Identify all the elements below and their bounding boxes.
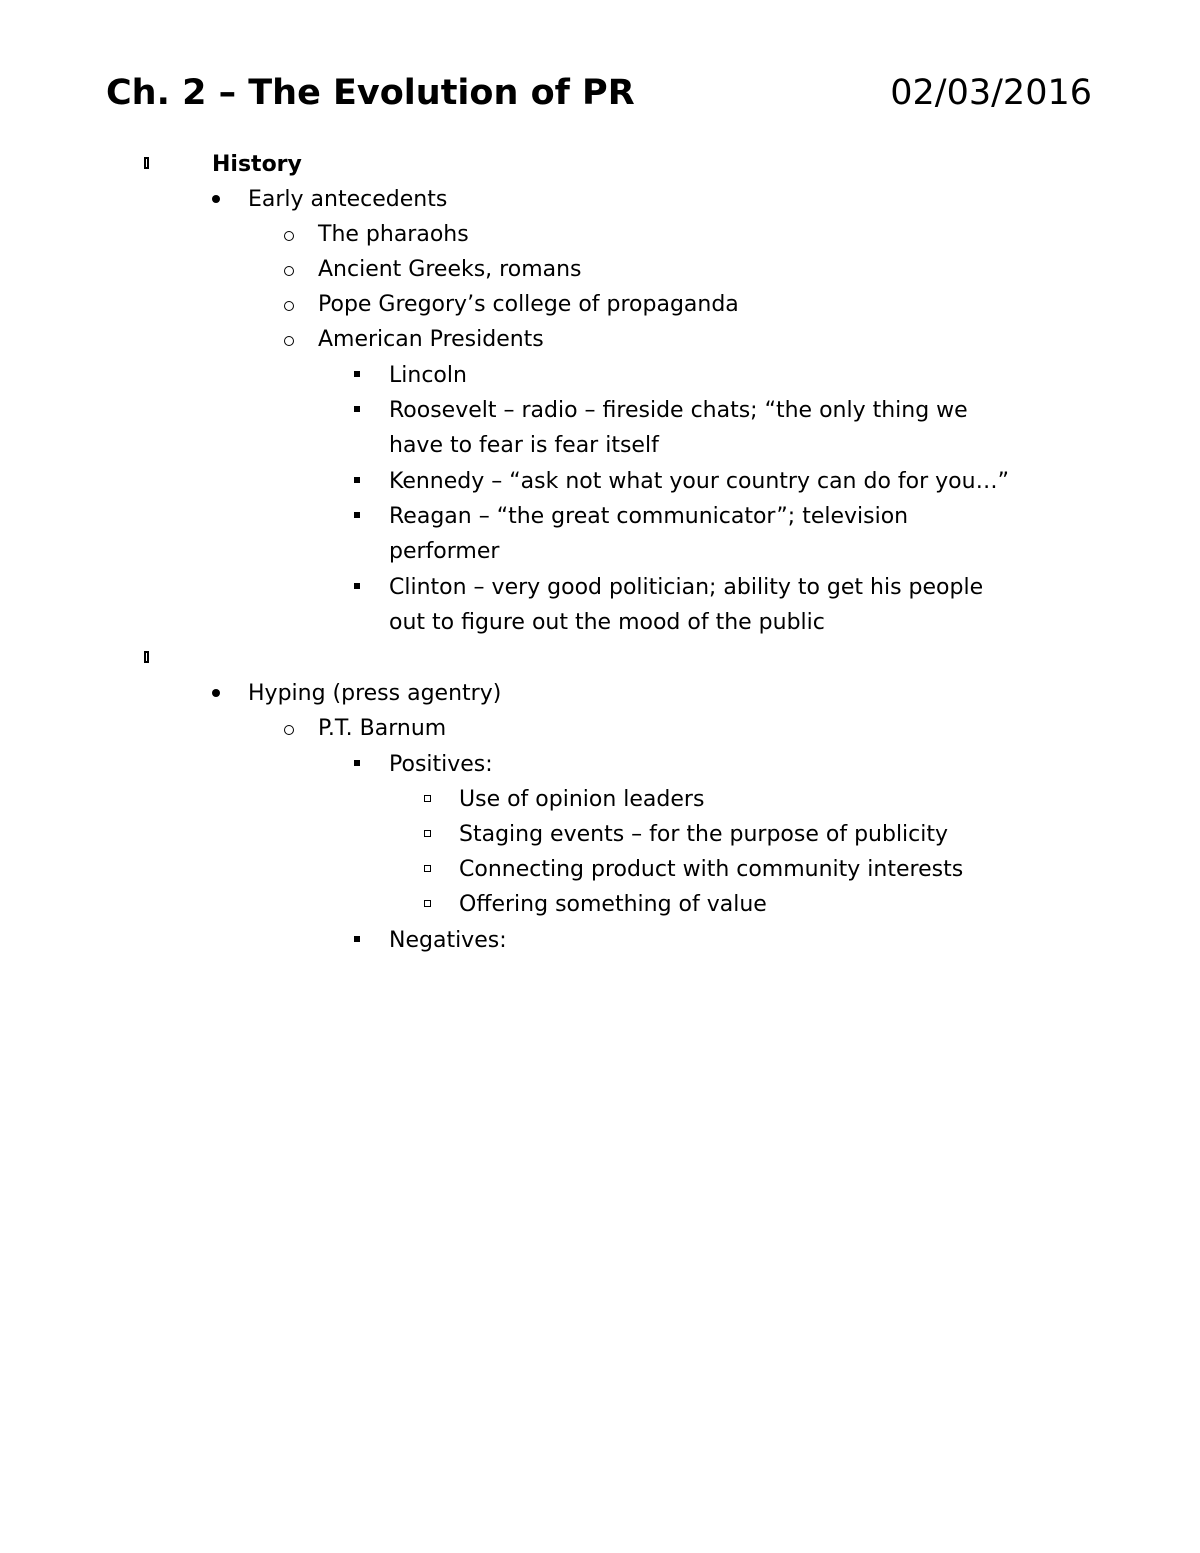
date-label: 02/03/2016 bbox=[890, 73, 1092, 113]
list-item-connecting-product: Connecting product with community interests bbox=[459, 857, 964, 882]
list-item-reagan-continued: performer bbox=[389, 539, 500, 564]
square-bullet-icon bbox=[354, 406, 360, 412]
list-item-early-antecedents: Early antecedents bbox=[248, 187, 448, 212]
hollow-square-bullet-icon bbox=[424, 865, 431, 872]
list-item-pope: Pope Gregory’s college of propaganda bbox=[318, 292, 739, 317]
circle-bullet-icon bbox=[284, 266, 294, 276]
list-item-clinton-continued: out to figure out the mood of the public bbox=[389, 610, 825, 635]
hollow-square-bullet-icon bbox=[424, 795, 431, 802]
list-item-presidents: American Presidents bbox=[318, 327, 544, 352]
disc-bullet-icon bbox=[212, 689, 220, 697]
list-item-pharaohs: The pharaohs bbox=[318, 222, 469, 247]
square-bullet-icon bbox=[354, 371, 360, 377]
hollow-square-bullet-icon bbox=[424, 900, 431, 907]
circle-bullet-icon bbox=[284, 336, 294, 346]
square-bullet-icon bbox=[354, 512, 360, 518]
circle-bullet-icon bbox=[284, 301, 294, 311]
list-item-roosevelt-continued: have to fear is fear itself bbox=[389, 433, 659, 458]
hollow-square-bullet-icon bbox=[424, 830, 431, 837]
box-bullet-icon bbox=[144, 157, 149, 169]
square-bullet-icon bbox=[354, 936, 360, 942]
list-item-barnum: P.T. Barnum bbox=[318, 716, 447, 741]
list-item-clinton: Clinton – very good politician; ability to get his people bbox=[389, 575, 984, 600]
page-title: Ch. 2 – The Evolution of PR bbox=[106, 73, 635, 113]
circle-bullet-icon bbox=[284, 725, 294, 735]
box-bullet-icon bbox=[144, 651, 149, 663]
list-item-roosevelt: Roosevelt – radio – fireside chats; “the only thing we bbox=[389, 398, 968, 423]
list-item-positives: Positives: bbox=[389, 752, 493, 777]
list-item-lincoln: Lincoln bbox=[389, 363, 467, 388]
history-heading: History bbox=[212, 152, 302, 177]
circle-bullet-icon bbox=[284, 231, 294, 241]
list-item-negatives: Negatives: bbox=[389, 928, 507, 953]
list-item-greeks: Ancient Greeks, romans bbox=[318, 257, 582, 282]
disc-bullet-icon bbox=[212, 195, 220, 203]
square-bullet-icon bbox=[354, 760, 360, 766]
list-item-staging-events: Staging events – for the purpose of publicity bbox=[459, 822, 949, 847]
list-item-kennedy: Kennedy – “ask not what your country can do for you…” bbox=[389, 469, 1009, 494]
square-bullet-icon bbox=[354, 477, 360, 483]
list-item-offering-value: Offering something of value bbox=[459, 892, 767, 917]
list-item-reagan: Reagan – “the great communicator”; television bbox=[389, 504, 909, 529]
list-item-hyping: Hyping (press agentry) bbox=[248, 681, 502, 706]
list-item-opinion-leaders: Use of opinion leaders bbox=[459, 787, 705, 812]
square-bullet-icon bbox=[354, 583, 360, 589]
